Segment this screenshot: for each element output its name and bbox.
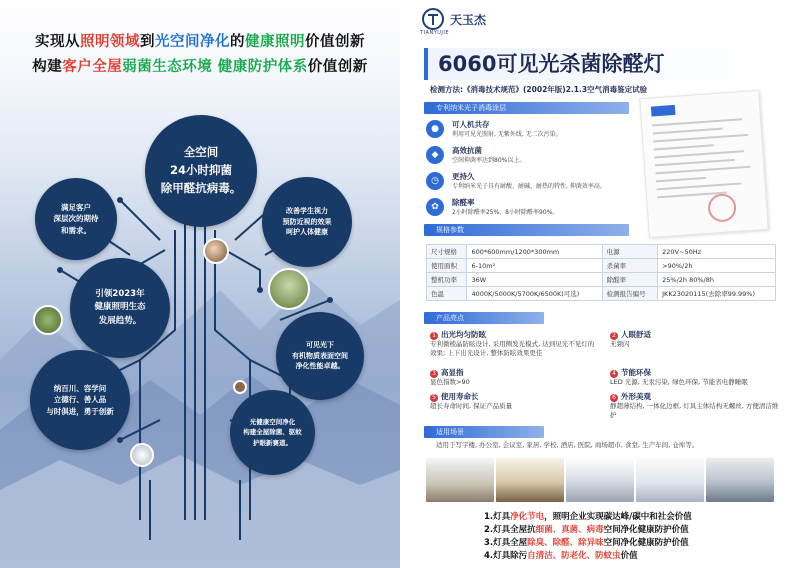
table-row bbox=[427, 259, 776, 273]
spec-value: 6-10m² bbox=[467, 259, 602, 273]
cert-stamp-icon bbox=[707, 193, 737, 223]
highlight-3 bbox=[430, 368, 600, 387]
value-bullet-1: 1.灯具净化节电，照明企业实现碳达峰/碳中和社会价值 bbox=[484, 512, 692, 522]
spec-key: 色温 bbox=[427, 287, 467, 301]
photo-small bbox=[233, 380, 247, 394]
bubble-visible-light: 可见光下 有机物质表面空间 净化性能卓越。 bbox=[276, 312, 364, 400]
table-row bbox=[427, 287, 776, 301]
highlight-desc: 超长寿命时间, 保证产品质量 bbox=[430, 402, 513, 410]
highlight-title: 节能环保 bbox=[621, 368, 651, 377]
highlight-title: 人眼舒适 bbox=[621, 330, 651, 339]
spec-key: 除醛率 bbox=[602, 273, 658, 287]
brand-logo bbox=[422, 8, 486, 30]
table-row bbox=[427, 273, 776, 287]
highlight-title: 高显指 bbox=[441, 368, 464, 377]
section-bar-scenes: 适用场景 bbox=[424, 426, 544, 438]
highlight-desc: 显色指数>90 bbox=[430, 378, 470, 386]
headline-line-2: 构建客户全屋弱菌生态环境 健康防护体系价值创新 bbox=[32, 59, 368, 75]
right-panel bbox=[400, 0, 800, 568]
spec-table bbox=[426, 244, 776, 301]
number-badge: 3 bbox=[430, 370, 438, 378]
value-bullet-3: 3.灯具全屋除臭、除醛、除异味空间净化健康防护价值 bbox=[484, 538, 689, 548]
highlight-5 bbox=[430, 392, 600, 411]
spec-value: 4000K/5000K/5700K/6500K(可选) bbox=[467, 287, 602, 301]
spec-value: 36W bbox=[467, 273, 602, 287]
highlight-6 bbox=[610, 392, 780, 420]
value-bullet-2: 2.灯具全屋抗细菌、真菌、病毒空间净化健康防护价值 bbox=[484, 525, 689, 535]
scene-factory-image bbox=[706, 458, 774, 502]
highlight-desc: 专利微棱晶防眩设计, 采用侧发光模式, 达到见光不见灯的效果; 上下出光设计, 整体防眩效果更佳 bbox=[430, 340, 595, 357]
bubble-all-space: 全空间 24小时抑菌 除甲醛抗病毒。 bbox=[145, 115, 257, 227]
photo-device bbox=[130, 443, 154, 467]
scenes-text: 适用于写字楼, 办公室, 会议室, 家居, 学校, 酒店, 医院, 商场超市, 食堂, 生产车间, 仓库等。 bbox=[436, 441, 699, 449]
number-badge: 5 bbox=[430, 394, 438, 402]
spec-value: JKK23020115(去除率99.99%) bbox=[658, 287, 776, 301]
person-icon: ● bbox=[426, 120, 444, 138]
bubble-embrace: 纳百川、容学问 立德行、善人品 与时俱进，勇于创新 bbox=[30, 350, 130, 450]
highlight-1 bbox=[430, 330, 600, 358]
photo-portrait bbox=[203, 238, 229, 264]
highlight-2 bbox=[610, 330, 780, 349]
highlight-title: 出光均匀防眩 bbox=[441, 330, 486, 339]
spec-value: >90%/2h bbox=[658, 259, 776, 273]
feature-formaldehyde bbox=[426, 198, 558, 217]
spec-key: 整机功率 bbox=[427, 273, 467, 287]
bubble-customer-needs: 满足客户 深层次的期待 和需求。 bbox=[35, 178, 117, 260]
spec-value: 25%/2h 80%/8h bbox=[658, 273, 776, 287]
feature-coexist bbox=[426, 120, 562, 139]
brand-name-en: TIANYUJIE bbox=[420, 30, 450, 36]
leaf-icon: ✿ bbox=[426, 198, 444, 216]
section-bar-patent: 专利纳米光子消毒涂层 bbox=[424, 102, 629, 114]
brand-mark-icon bbox=[422, 8, 444, 30]
spec-value: 600*600mm/1200*300mm bbox=[467, 245, 602, 259]
spec-key: 电源 bbox=[602, 245, 658, 259]
feature-title: 除醛率 bbox=[452, 198, 475, 207]
feature-title: 可人机共存 bbox=[452, 120, 490, 129]
spec-key: 检测报告编号 bbox=[602, 287, 658, 301]
highlight-title: 外形美观 bbox=[621, 392, 651, 401]
shield-icon: ◆ bbox=[426, 146, 444, 164]
spec-value: 220V~50Hz bbox=[658, 245, 776, 259]
number-badge: 1 bbox=[430, 332, 438, 340]
headline-line-1: 实现从照明领域到光空间净化的健康照明价值创新 bbox=[35, 34, 365, 50]
section-bar-spec: 规格参数 bbox=[424, 224, 629, 236]
spec-key: 使用面积 bbox=[427, 259, 467, 273]
feature-desc: 空间抑菌率达到80%以上。 bbox=[452, 157, 526, 164]
photo-forest bbox=[33, 305, 63, 335]
brand-name: 天玉杰 bbox=[450, 12, 487, 27]
feature-desc: 专利纳米光子具有耐酸、耐碱、耐热的特性, 抑菌效率高。 bbox=[452, 183, 606, 190]
feature-title: 更持久 bbox=[452, 172, 475, 181]
product-title: 6060可见光杀菌除醛灯 bbox=[424, 48, 770, 80]
bubble-purify-space: 光健康空间净化 构建全屋除菌、驱蚊 护眼新赛道。 bbox=[230, 390, 315, 475]
highlight-title: 使用寿命长 bbox=[441, 392, 479, 401]
cert-logo-icon bbox=[651, 105, 676, 117]
highlight-desc: 静超薄结构, 一体化边框, 灯具主体结构无螺丝, 方便清洁维护 bbox=[610, 402, 779, 419]
highlight-desc: LED 光源, 无汞污染, 绿色环保, 节能省电静睡眠 bbox=[610, 378, 748, 386]
feature-durable bbox=[426, 172, 606, 191]
number-badge: 4 bbox=[610, 370, 618, 378]
clock-icon: ◷ bbox=[426, 172, 444, 190]
feature-desc: 2小时除醛率25%，8小时除醛率90%。 bbox=[452, 209, 559, 216]
section-bar-highlights: 产品亮点 bbox=[424, 312, 544, 324]
scene-meeting-image bbox=[496, 458, 564, 502]
spec-key: 杀菌率 bbox=[602, 259, 658, 273]
feature-antibacterial bbox=[426, 146, 525, 165]
test-certificate-image bbox=[639, 90, 768, 238]
value-bullet-4: 4.灯具除污自清洁、防老化、防蚊虫价值 bbox=[484, 551, 638, 561]
bubble-student-vision: 改善学生视力 预防近视的效果 呵护人体健康 bbox=[262, 177, 352, 267]
highlight-4 bbox=[610, 368, 780, 387]
scene-office-image bbox=[426, 458, 494, 502]
scene-classroom-image bbox=[636, 458, 704, 502]
number-badge: 6 bbox=[610, 394, 618, 402]
feature-title: 高效抗菌 bbox=[452, 146, 482, 155]
bubble-lead-2023: 引领2023年 健康照明生态 发展趋势。 bbox=[70, 258, 170, 358]
number-badge: 2 bbox=[610, 332, 618, 340]
test-method: 检测方法:《消毒技术规范》(2002年版)2.1.3空气消毒鉴定试验 bbox=[430, 85, 648, 94]
photo-outdoor bbox=[268, 268, 310, 310]
feature-desc: 利用可见光照射, 无紫外线, 无二次污染。 bbox=[452, 131, 562, 138]
spec-key: 尺寸规格 bbox=[427, 245, 467, 259]
highlight-desc: 无频闪 bbox=[610, 340, 630, 348]
scene-hall-image bbox=[566, 458, 634, 502]
table-row bbox=[427, 245, 776, 259]
